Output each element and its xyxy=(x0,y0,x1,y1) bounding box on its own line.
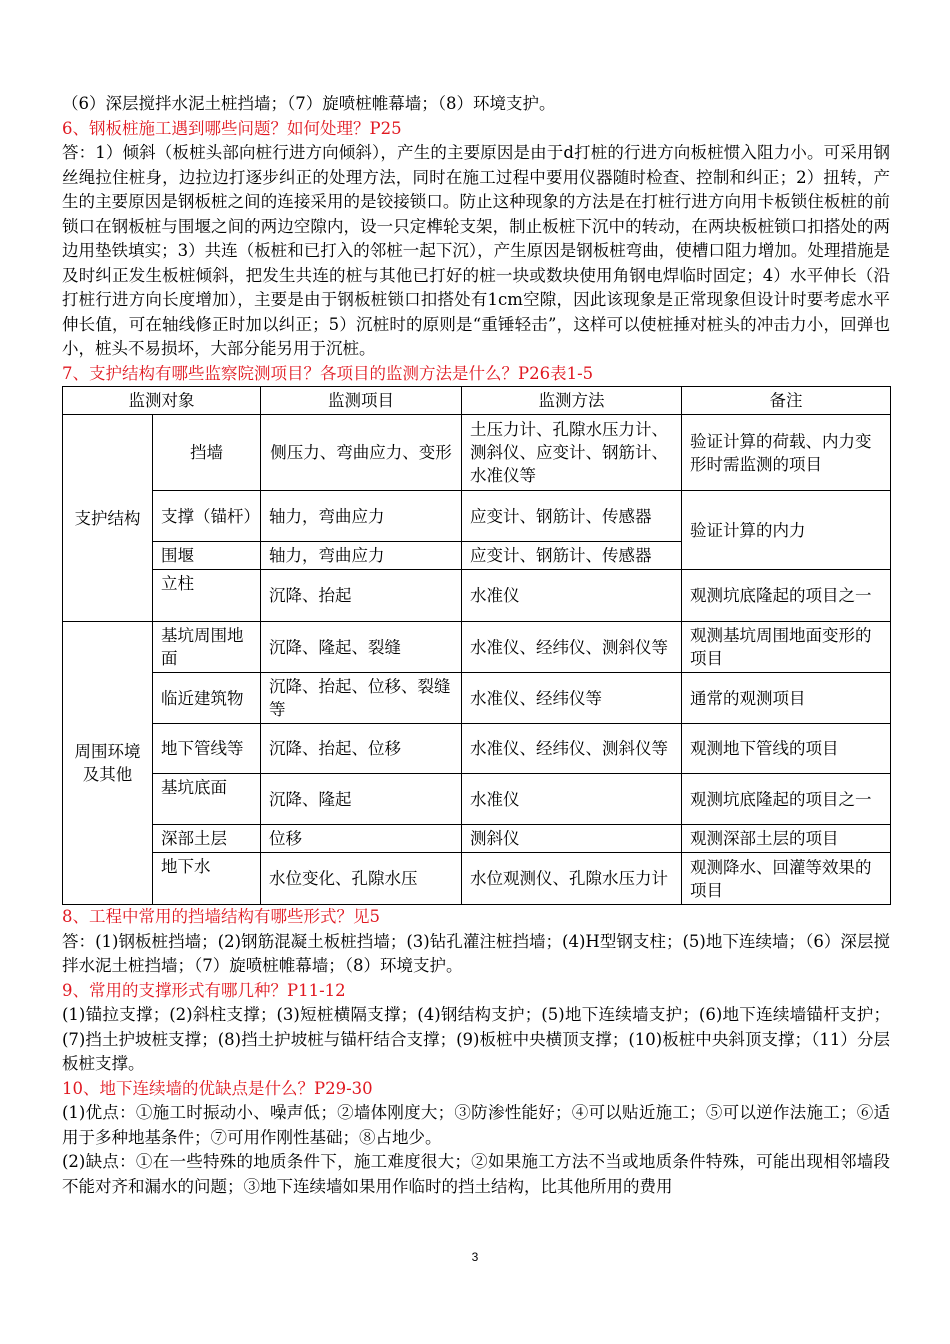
header-object: 监测对象 xyxy=(63,387,261,415)
cell-item: 位移 xyxy=(261,825,462,853)
cell-method: 水准仪 xyxy=(462,774,682,825)
cell-object: 立柱 xyxy=(153,570,261,622)
cell-item: 轴力，弯曲应力 xyxy=(261,542,462,570)
table-row xyxy=(63,853,891,905)
cell-item: 沉降、隆起 xyxy=(261,774,462,825)
table-row xyxy=(63,622,891,673)
question-7: 7、支护结构有哪些监察院测项目？各项目的监测方法是什么？P26表1-5 xyxy=(62,363,594,383)
answer-10-advantages: (1)优点：①施工时振动小、噪声低；②墙体刚度大；③防渗性能好；④可以贴近施工；⑤可以逆作法施工；⑥适用于多种地基条件；⑦可用作刚性基础；⑧占地少。 xyxy=(62,1103,890,1147)
cell-object: 支撑（锚杆） xyxy=(153,491,261,542)
cell-method: 水准仪 xyxy=(462,570,682,622)
answer-10-disadvantages: (2)缺点：①在一些特殊的地质条件下，施工难度很大；②如果施工方法不当或地质条件特殊，可能出现相邻墙段不能对齐和漏水的问题；③地下连续墙如果用作临时的挡土结构，比其他所用的费用 xyxy=(62,1152,890,1196)
cell-item: 沉降、抬起、位移、裂缝等 xyxy=(261,673,462,724)
cell-remark: 验证计算的内力 xyxy=(682,491,891,570)
line-0: （6）深层搅拌水泥土桩挡墙；（7）旋喷桩帷幕墙；（8）环境支护。 xyxy=(62,94,556,113)
table-row xyxy=(63,415,891,491)
header-method: 监测方法 xyxy=(462,387,682,415)
page-number: 3 xyxy=(471,1250,479,1264)
table-row xyxy=(63,724,891,774)
cell-remark: 观测地下管线的项目 xyxy=(682,724,891,774)
table-row xyxy=(63,570,891,622)
cell-method: 水位观测仪、孔隙水压力计 xyxy=(462,853,682,905)
cell-object: 深部土层 xyxy=(153,825,261,853)
cell-method: 水准仪、经纬仪、测斜仪等 xyxy=(462,622,682,673)
cell-object: 地下水 xyxy=(153,853,261,905)
cell-item: 水位变化、孔隙水压 xyxy=(261,853,462,905)
cell-remark: 观测基坑周围地面变形的项目 xyxy=(682,622,891,673)
document-page xyxy=(62,92,890,1199)
cell-remark: 观测坑底隆起的项目之一 xyxy=(682,570,891,622)
monitoring-table xyxy=(62,386,891,905)
cell-method: 水准仪、经纬仪等 xyxy=(462,673,682,724)
table-row xyxy=(63,673,891,724)
cell-method: 水准仪、经纬仪、测斜仪等 xyxy=(462,724,682,774)
answer-8: 答：(1)钢板桩挡墙；(2)钢筋混凝土板桩挡墙；(3)钻孔灌注桩挡墙；(4)H型钢支柱；(5)地下连续墙；（6）深层搅拌水泥土桩挡墙；（7）旋喷桩帷幕墙；（8）环境支护。 xyxy=(62,931,890,975)
cell-method: 土压力计、孔隙水压力计、测斜仪、应变计、钢筋计、水准仪等 xyxy=(462,415,682,491)
answer-9: (1)锚拉支撑；(2)斜柱支撑；(3)短桩横隔支撑；(4)钢结构支护；(5)地下连续墙支护；(6)地下连续墙锚杆支护；(7)挡土护坡桩支撑；(8)挡土护坡桩与锚杆结合支撑；(9)板桩中央横顶支撑；(10)板桩中央斜顶支撑；（11）分层板桩支撑。 xyxy=(62,1005,890,1073)
table-row xyxy=(63,774,891,825)
cell-item: 沉降、抬起 xyxy=(261,570,462,622)
group-support-structure: 支护结构 xyxy=(63,415,153,622)
table-row xyxy=(63,491,891,542)
table-header-row xyxy=(63,387,891,415)
cell-method: 应变计、钢筋计、传感器 xyxy=(462,542,682,570)
question-10: 10、地下连续墙的优缺点是什么？P29-30 xyxy=(62,1078,373,1098)
question-6: 6、钢板桩施工遇到哪些问题？如何处理？P25 xyxy=(62,118,402,138)
cell-item: 沉降、抬起、位移 xyxy=(261,724,462,774)
cell-object: 地下管线等 xyxy=(153,724,261,774)
cell-object: 基坑底面 xyxy=(153,774,261,825)
cell-object: 挡墙 xyxy=(153,415,261,491)
cell-object: 临近建筑物 xyxy=(153,673,261,724)
header-remark: 备注 xyxy=(682,387,891,415)
cell-item: 沉降、隆起、裂缝 xyxy=(261,622,462,673)
cell-item: 侧压力、弯曲应力、变形 xyxy=(261,415,462,491)
cell-method: 测斜仪 xyxy=(462,825,682,853)
cell-remark: 观测深部土层的项目 xyxy=(682,825,891,853)
group-surroundings: 周围环境 及其他 xyxy=(63,622,153,905)
cell-remark: 验证计算的荷载、内力变形时需监测的项目 xyxy=(682,415,891,491)
cell-remark: 观测降水、回灌等效果的项目 xyxy=(682,853,891,905)
cell-object: 围堰 xyxy=(153,542,261,570)
question-9: 9、常用的支撑形式有哪几种？P11-12 xyxy=(62,980,346,1000)
cell-remark: 通常的观测项目 xyxy=(682,673,891,724)
cell-method: 应变计、钢筋计、传感器 xyxy=(462,491,682,542)
cell-item: 轴力，弯曲应力 xyxy=(261,491,462,542)
table-row xyxy=(63,825,891,853)
cell-remark: 观测坑底隆起的项目之一 xyxy=(682,774,891,825)
question-8: 8、工程中常用的挡墙结构有哪些形式？见5 xyxy=(62,907,380,926)
header-item: 监测项目 xyxy=(261,387,462,415)
cell-object: 基坑周围地面 xyxy=(153,622,261,673)
answer-6: 答：1）倾斜（板桩头部向桩行进方向倾斜），产生的主要原因是由于d打桩的行进方向板桩惯入阻力小。可采用钢丝绳拉住桩身，边拉边打逐步纠正的处理方法，同时在施工过程中要用仪器随时检查、控制和纠正；2）扭转，产生的主要原因是钢板桩之间的连接采用的是铰接锁口。防止这种现象的方法是在打桩行进方向用卡板锁住板桩的前锁口在钢板桩与围堰之间的两边空隙内，设一只定榫轮支架，制止板桩下沉中的转动，在两块板桩锁口扣搭处的两边用垫铁填实；3）共连（板桩和已打入的邻桩一起下沉），产生原因是钢板桩弯曲，使槽口阻力增加。处理措施是及时纠正发生板桩倾斜，把发生共连的桩与其他已打好的桩一块或数块使用角钢电焊临时固定；4）水平伸长（沿打桩行进方向长度增加），主要是由于钢板桩锁口扣搭处有1cm空隙，因此该现象是正常现象但设计时要考虑水平伸长值，可在轴线修正时加以纠正；5）沉桩时的原则是“重锤轻击”，这样可以使桩捶对桩头的冲击力小，回弹也小，桩头不易损坏，大部分能另用于沉桩。 xyxy=(62,143,890,358)
